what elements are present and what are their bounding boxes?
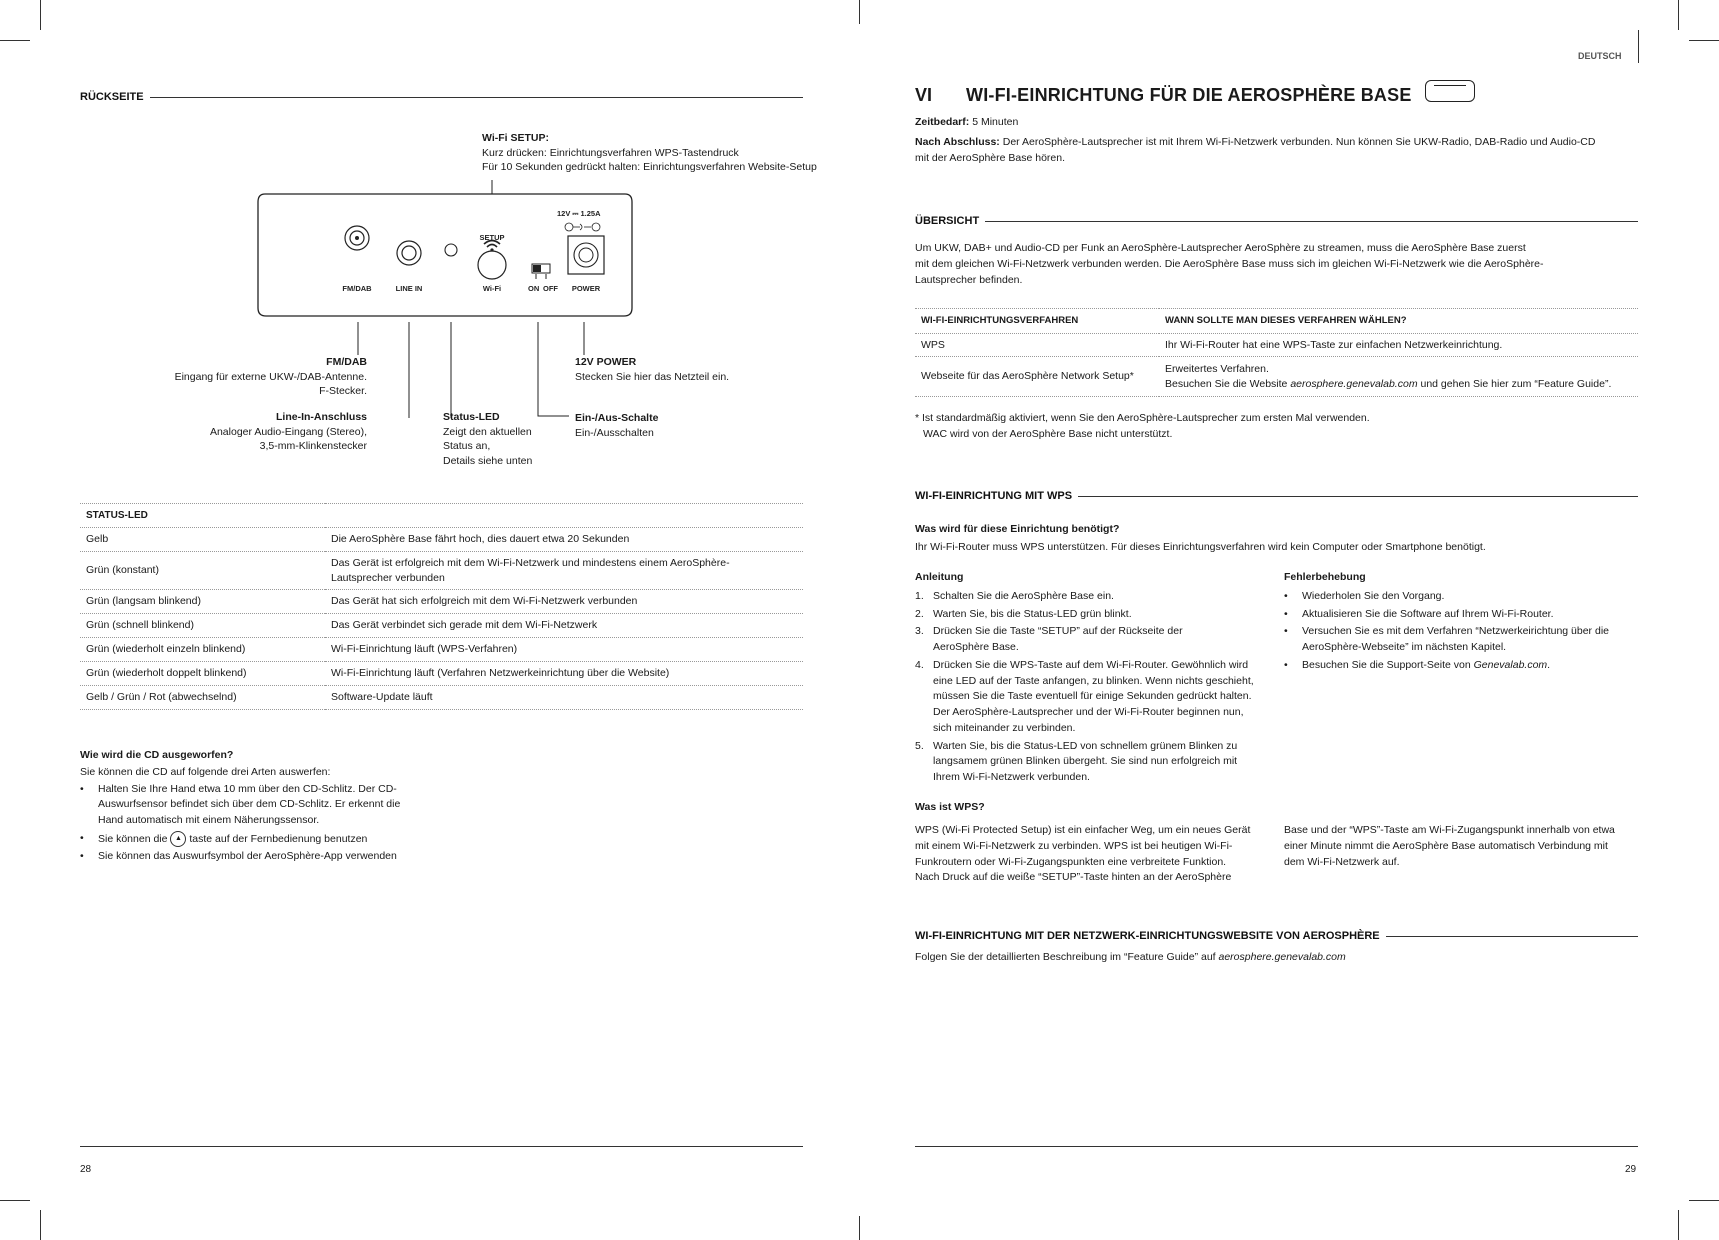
what-is-wps-title: Was ist WPS? (915, 801, 985, 813)
status-desc: Wi-Fi-Einrichtung läuft (WPS-Verfahren) (325, 638, 803, 662)
feature-guide-link[interactable]: aerosphere.genevalab.com (1218, 951, 1346, 963)
crop-mark (1638, 30, 1639, 63)
list-item: 1. Schalten Sie die AeroSphère Base ein. (915, 589, 1114, 602)
status-desc: Das Gerät ist erfolgreich mit dem Wi-Fi-Netzwerk und mindestens einem AeroSphère- Lautsprecher verbunden (325, 552, 803, 590)
base-device-icon (1425, 80, 1475, 102)
status-desc: Wi-Fi-Einrichtung läuft (Verfahren Netzwerkeinrichtung über die Website) (325, 662, 803, 686)
crop-mark (1689, 1200, 1719, 1201)
table-row (80, 590, 803, 614)
crop-mark (1678, 0, 1679, 30)
status-state: Gelb (80, 528, 325, 552)
list-item: 3. Drücken Sie die Taste “SETUP” auf der Rückseite der AeroSphère Base. (915, 625, 1183, 653)
overview-text: Um UKW, DAB+ und Audio-CD per Funk an AeroSphère-Lautsprecher AeroSphère zu streamen, muss die AeroSphère Base zuerst mit dem gleichen Wi-Fi-Netzwerk verbunden werden. Die AeroSphère Base muss sich im gleichen Wi-Fi-Netzwerk wie die AeroSphère- Lautsprecher befinden. (915, 242, 1544, 286)
table-row (915, 357, 1638, 397)
status-state: Grün (wiederholt doppelt blinkend) (80, 662, 325, 686)
callout-fm-dab: FM/DAB Eingang für externe UKW-/DAB-Antenne. F-Stecker. (174, 356, 367, 398)
callout-12v-power: 12V POWER Stecken Sie hier das Netzteil ein. (575, 356, 730, 383)
crop-mark (1689, 40, 1719, 41)
panel-label-off: OFF (543, 284, 558, 293)
method-name: WPS (915, 334, 1159, 357)
panel-label-fm-dab: FM/DAB (342, 284, 372, 293)
status-table-header: STATUS-LED (80, 504, 803, 528)
list-item: 2. Warten Sie, bis die Status-LED grün blinkt. (915, 607, 1132, 620)
cd-eject-title: Wie wird die CD ausgeworfen? (80, 749, 234, 761)
section-overview-heading: ÜBERSICHT (915, 214, 1638, 229)
crop-mark (859, 1216, 860, 1240)
instructions-title: Anleitung (915, 571, 964, 583)
language-label: DEUTSCH (1578, 51, 1622, 61)
panel-label-wifi: Wi-Fi (482, 284, 502, 293)
power-rating: 12V ⎓ 1.25A (557, 209, 601, 218)
time-required: Zeitbedarf: 5 Minuten (915, 116, 1019, 128)
website-text: Folgen Sie der detaillierten Beschreibung im “Feature Guide” auf aerosphere.genevalab.com (915, 951, 1346, 963)
table-row (80, 686, 803, 710)
table-header: WANN SOLLTE MAN DIESES VERFAHREN WÄHLEN? (1159, 309, 1638, 334)
status-led-table (80, 503, 803, 710)
wifi-setup-callout: Wi-Fi SETUP: Kurz drücken: Einrichtungsverfahren WPS-Tastendruck Für 10 Sekunden gedrückt halten: Einrichtungsverfahren Website-Setup (482, 132, 817, 174)
panel-label-setup: SETUP (479, 233, 505, 242)
panel-label-line-in: LINE IN (395, 284, 423, 293)
support-link[interactable]: Genevalab.com (1473, 658, 1548, 671)
what-is-wps-left: WPS (Wi-Fi Protected Setup) ist ein einfacher Weg, um ein neues Gerät mit einem Wi-Fi-Netzwerk zu verbinden. WPS ist bei heutigen Wi-Fi- Funkroutern oder Wi-Fi-Zugangspunkten eine verbreitete Funktion. Nach Druck auf die weiße “SETUP”-Taste hinten an der AeroSphère (915, 824, 1251, 884)
chapter-number: VI (915, 85, 933, 105)
list-item: • Sie können das Auswurfsymbol der AeroSphère-App verwenden (80, 847, 480, 865)
cd-eject-intro: Sie können die CD auf folgende drei Arten auswerfen: (80, 765, 331, 778)
cd-eject-section (80, 747, 480, 865)
table-header: WI-FI-EINRICHTUNGSVERFAHREN (915, 309, 1159, 334)
status-desc: Das Gerät verbindet sich gerade mit dem Wi-Fi-Netzwerk (325, 614, 803, 638)
status-state: Grün (wiederholt einzeln blinkend) (80, 638, 325, 662)
troubleshooting (1284, 570, 1644, 674)
list-item: • Versuchen Sie es mit dem Verfahren “Netzwerkeirichtung über die AeroSphère-Webseite” im nächsten Kapitel. (1284, 624, 1644, 656)
page-number-left: 28 (80, 1164, 92, 1175)
list-item: 4. Drücken Sie die WPS-Taste auf dem Wi-Fi-Router. Gewöhnlich wird eine LED auf der Taste anfangen, zu blinken. Wenn nichts geschieht, müssen Sie die Taste eventuell für einige Sekunden gedrückt halten. Der AeroSphère-Lautsprecher und der Wi-Fi-Router beginnen nun, sich miteinander zu verbinden. (915, 658, 1254, 734)
status-state: Gelb / Grün / Rot (abwechselnd) (80, 686, 325, 710)
section-rueckseite-heading: RÜCKSEITE (80, 90, 803, 105)
table-header-row (915, 309, 1638, 334)
crop-mark (40, 1210, 41, 1240)
what-is-wps-right: Base und der “WPS”-Taste am Wi-Fi-Zugangspunkt innerhalb von etwa einer Minute nimmt die AeroSphère Base automatisch Verbindung mit dem Wi-Fi-Netzwerk auf. (1284, 824, 1615, 868)
panel-label-on: ON (528, 284, 540, 293)
crop-mark (40, 0, 41, 30)
chapter-title: WI-FI-EINRICHTUNG FÜR DIE AEROSPHÈRE BASE (966, 85, 1412, 105)
callout-line-in: Line-In-Anschluss Analoger Audio-Eingang (Stereo), 3,5-mm-Klinkenstecker (209, 411, 367, 453)
instructions (915, 570, 1275, 786)
status-desc: Das Gerät hat sich erfolgreich mit dem Wi-Fi-Netzwerk verbunden (325, 590, 803, 614)
footnote: * Ist standardmäßig aktiviert, wenn Sie den AeroSphère-Lautsprecher zum ersten Mal verwenden. WAC wird von der AeroSphère Base nicht unterstützt. (915, 412, 1370, 440)
setup-method-table (915, 308, 1638, 397)
crop-mark (859, 0, 860, 24)
footer-rule (80, 1146, 803, 1147)
panel-label-power: POWER (571, 284, 601, 293)
cd-eject-list (80, 782, 480, 866)
method-when: Erweitertes Verfahren. Besuchen Sie die Website aerosphere.genevalab.com und gehen Sie hier zum “Feature Guide”. (1159, 357, 1638, 397)
list-item: • Sie können die ▲ taste auf der Fernbedienung benutzen (80, 829, 480, 848)
status-state: Grün (konstant) (80, 552, 325, 590)
crop-mark (1678, 1210, 1679, 1240)
section-website-heading: WI-FI-EINRICHTUNG MIT DER NETZWERK-EINRICHTUNGSWEBSITE VON AEROSPHÈRE (915, 929, 1638, 944)
table-row (80, 552, 803, 590)
callout-status-led: Status-LED Zeigt den aktuellen Status an, Details siehe unten (443, 411, 533, 468)
page-number-right: 29 (1625, 1164, 1637, 1175)
troubleshooting-list (1284, 589, 1644, 674)
leader-line-switch (538, 322, 569, 416)
list-item: • Wiederholen Sie den Vorgang. (1284, 589, 1644, 605)
table-header-row (80, 504, 803, 528)
troubleshooting-title: Fehlerbehebung (1284, 571, 1366, 583)
table-row (80, 638, 803, 662)
list-item: • Aktualisieren Sie die Software auf Ihrem Wi-Fi-Router. (1284, 607, 1644, 623)
list-item: • Besuchen Sie die Support-Seite von Genevalab.com. (1284, 658, 1644, 674)
after-completion: Nach Abschluss: Der AeroSphère-Lautsprecher ist mit Ihrem Wi-Fi-Netzwerk verbunden. Nun können Sie UKW-Radio, DAB-Radio und Audio-CD mit der AeroSphère Base hören. (915, 136, 1596, 164)
status-desc: Software-Update läuft (325, 686, 803, 710)
table-row (80, 528, 803, 552)
eject-button-icon: ▲ (170, 831, 186, 847)
status-state: Grün (langsam blinkend) (80, 590, 325, 614)
callout-power-switch: Ein-/Aus-Schalte Ein-/Ausschalten (575, 412, 659, 439)
crop-mark (0, 1200, 30, 1201)
list-item: • Halten Sie Ihre Hand etwa 10 mm über den CD-Schlitz. Der CD- Auswurfsensor befindet sich über dem CD-Schlitz. Er erkennt die Hand automatisch mit einem Näherungssensor. (80, 782, 480, 829)
crop-mark (0, 40, 30, 41)
table-row (80, 614, 803, 638)
requirements-title: Was wird für diese Einrichtung benötigt? (915, 523, 1120, 535)
footer-rule (915, 1146, 1638, 1147)
list-item: 5. Warten Sie, bis die Status-LED von schnellem grünem Blinken zu langsamem grünen Blinken übergeht. Sie sind nun erfolgreich mit Ihrem Wi-Fi-Netzwerk verbunden. (915, 739, 1238, 783)
table-row (915, 334, 1638, 357)
website-link[interactable]: aerosphere.genevalab.com (1290, 377, 1418, 390)
method-when: Ihr Wi-Fi-Router hat eine WPS-Taste zur einfachen Netzwerkeinrichtung. (1159, 334, 1638, 357)
requirements-text: Ihr Wi-Fi-Router muss WPS unterstützen. Für dieses Einrichtungsverfahren wird kein Computer oder Smartphone benötigt. (915, 541, 1486, 553)
method-name: Webseite für das AeroSphère Network Setup* (915, 357, 1159, 397)
status-state: Grün (schnell blinkend) (80, 614, 325, 638)
status-desc: Die AeroSphère Base fährt hoch, dies dauert etwa 20 Sekunden (325, 528, 803, 552)
table-row (80, 662, 803, 686)
instructions-list (915, 589, 1275, 786)
section-wps-heading: WI-FI-EINRICHTUNG MIT WPS (915, 489, 1638, 504)
